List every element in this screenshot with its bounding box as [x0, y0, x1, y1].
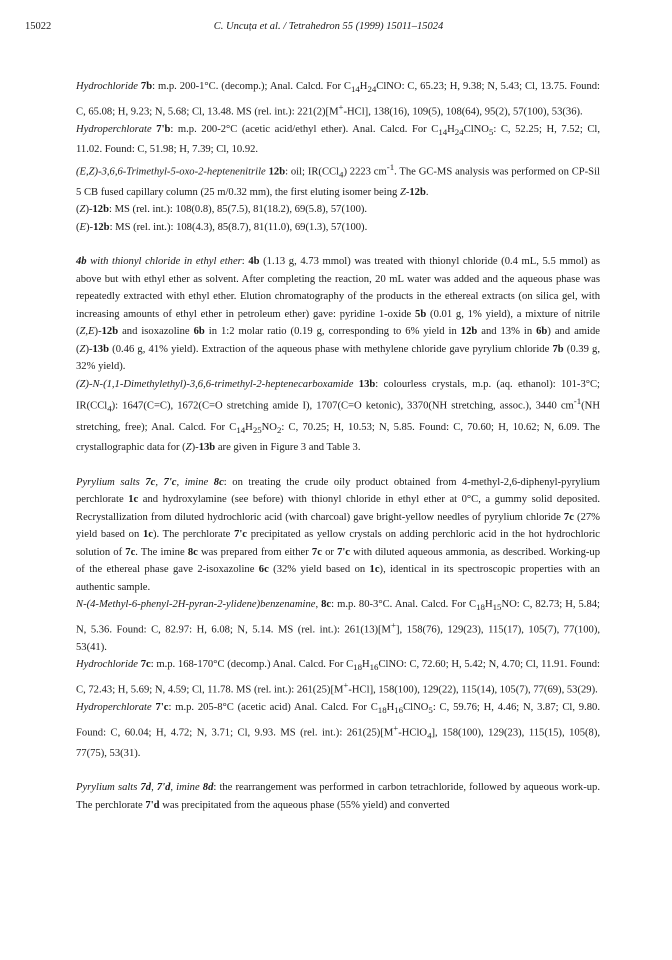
paragraph: (E,Z)-3,6,6-Trimethyl-5-oxo-2-heptenenitrile 12b: oil; IR(CCl$_4$) 2223 $cm^{-1}$. The GC-MS analysis was performed on CP-Sil 5 CB fused capillary column (25 m/0.32 mm), the first eluting isomer being Z-12b. [76, 161, 600, 198]
paragraph: N-(4-Methyl-6-phenyl-2H-pyran-2-ylidene)benzenamine, 8c: m.p. 80-3°C. Anal. Calcd. For $C_{18}H_{15}NO$: C, 82.73; H, 5.84; N, 5.36. Found: C, 82.97: H, 6.08; N, 5.14. MS (rel. int.): 261(13)[M+], 158(76), 129(23), 115(17), 105(7), 77(100), 53(41). [76, 599, 601, 653]
paragraph: Hydrochloride 7b: m.p. 200-1°C. (decomp.); Anal. Calcd. For $C_{14}H_{24}ClNO$: C, 65.23; H, 9.38; N, 5.43; Cl, 13.75. Found: C, 65.08; H, 9.23; N, 5.68; Cl, 13.48. MS (rel. int.): 221(2)[M+-HCl], 138(16), 109(5), 108(64), 95(2), 57(100), 53(36). [76, 81, 600, 118]
paragraph: (E)-12b: MS (rel. int.): 108(4.3), 85(8.7), 81(11.0), 69(1.3), 57(100). [76, 221, 368, 233]
paragraph: Hydrochloride 7c: m.p. 168-170°C (decomp.) Anal. Calcd. For $C_{18}H_{16}ClNO$: C, 72.60; H, 5.42; N, 4.70; Cl, 11.91. Found: C, 72.43; H, 5.69; N, 4.59; Cl, 11.78. MS (rel. int.): 261(25)[M+-HCl], 158(100), 129(22), 115(14), 105(7), 77(69), 53(29). [76, 659, 600, 696]
paragraph: (Z)-12b: MS (rel. int.): 108(0.8), 85(7.5), 81(18.2), 69(5.8), 57(100). [76, 204, 368, 216]
paragraph: Hydroperchlorate 7'c: m.p. 205-8°C (acetic acid) Anal. Calcd. For $C_{18}H_{16}ClNO_5$: C, 59.76; H, 4.46; N, 3.87; Cl, 9.80. Found: C, 60.04; H, 4.72; N, 3.71; Cl, 9.93. MS (rel. int.): 261(25)[M+-HClO$_4$], 158(100), 129(23), 115(15), 105(8), 77(75), 53(31). [76, 701, 600, 759]
paragraph: (Z)-N-(1,1-Dimethylethyl)-3,6,6-trimethyl-2-heptenecarboxamide 13b: colourless crystals, m.p. (aq. ethanol): 101-3°C; IR(CCl$_4$): 1647(C=C), 1672(C=O stretching amide I), 1707(C=O ketonic), 3370(NH stretching, assoc.), 3440 $cm^{-1}(NH$ stretching, free); Anal. Calcd. For $C_{14}H_{25}NO_2$: C, 70.25; H, 10.53; N, 5.85. Found: C, 70.60; H, 10.62; N, 6.09. The crystallographic data for (Z)-13b are given in Figure 3 and Table 3. [76, 378, 600, 454]
paragraph: Pyrylium salts 7c, 7'c, imine 8c: on treating the crude oily product obtained from 4-methyl-2,6-diphenyl-pyrylium perchlorate 1c and hydroxylamine (see before) with thionyl chloride in ethyl ether at 0°C, a gummy solid deposited. Recrystallization from diluted hydrochloric acid (with charcoal) gave bright-yellow needles of pyrylium chloride 7c (27% yield based on 1c). The perchlorate 7'c precipitated as yellow crystals on adding perchloric acid in the hot hydrochloric solution of 7c. The imine 8c was prepared from either 7c or 7'c with diluted aqueous ammonia, as described. Working-up of the ethereal phase gave 2-isoxazoline 6c (32% yield based on 1c), identical in its spectroscopic properties with an authentic sample. [76, 476, 601, 593]
article-body [76, 78, 600, 814]
paragraph: 4b with thionyl chloride in ethyl ether: 4b (1.13 g, 4.73 mmol) was treated with thionyl chloride (0.4 mL, 5.5 mmol) as above but with ethyl ether as solvent. After completing the reaction, 20 mL water was added and the aqueous phase was repeatedly extracted with ethyl ether. Elution chromatography of the products in the ethereal extracts (on silica gel, with increasing amounts of ethyl ether in petroleum ether) gave: pyridine 1-oxide 5b (0.01 g, 1% yield), a mixture of nitrile (Z,E)-12b and isoxazoline 6b in 1:2 molar ratio (0.19 g, corresponding to 6% yield in 12b and 13% in 6b) and amide (Z)-13b (0.46 g, 41% yield). Extraction of the aqueous phase with methylene chloride gave pyrylium chloride 7b (0.39 g, 32% yield). [76, 256, 601, 373]
page-number: 15022 [25, 21, 52, 32]
paragraph: Hydroperchlorate 7'b: m.p. 200-2°C (acetic acid/ethyl ether). Anal. Calcd. For $C_{14}H_{24}ClNO_5$: C, 52.25; H, 7.52; Cl, 11.02. Found: C, 51.98; H, 7.39; Cl, 10.92. [76, 123, 600, 156]
running-title: C. Uncuța et al. / Tetrahedron 55 (1999) 15011–15024 [213, 21, 444, 32]
paragraph: Pyrylium salts 7d, 7'd, imine 8d: the rearrangement was performed in carbon tetrachloride, followed by aqueous work-up. The perchlorate 7'd was precipitated from the aqueous phase (55% yield) and converted [76, 782, 600, 811]
